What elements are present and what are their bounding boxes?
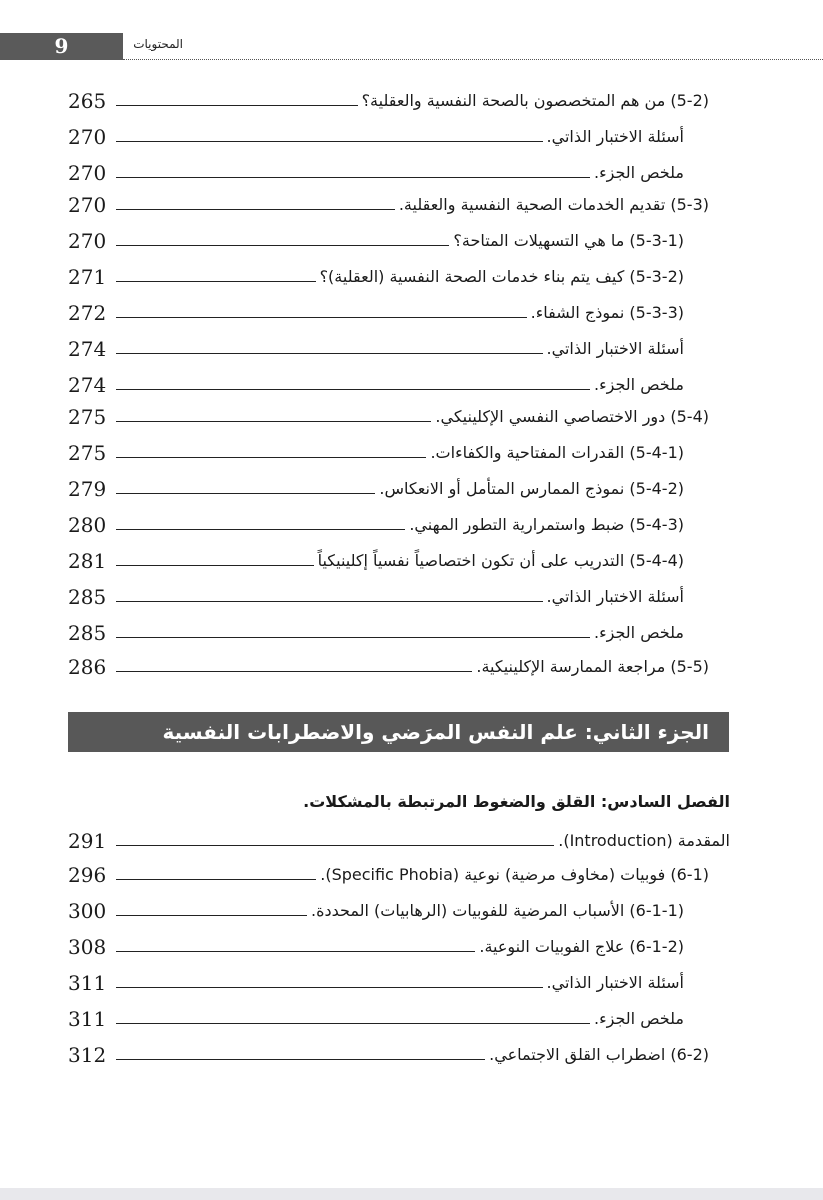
toc-leader-line: [116, 421, 431, 422]
toc-entry-text: أسئلة الاختبار الذاتي.: [546, 973, 684, 992]
toc-leader-line: [116, 209, 395, 210]
part-banner: الجزء الثاني: علم النفس المرَضي والاضطرابات النفسية: [68, 712, 729, 752]
toc-row: [0, 224, 823, 260]
toc-row: [0, 508, 823, 544]
toc-entry-text: ملخص الجزء.: [594, 1009, 684, 1028]
toc-entry-text: (6-1-1) الأسباب المرضية للفوبيات (الرهابيات) المحددة.: [311, 901, 684, 920]
section-title: المحتويات: [133, 37, 183, 51]
page-bottom-edge: [0, 1188, 823, 1200]
toc-row: [0, 650, 823, 686]
toc-entry-text: (5-4-2) نموذج الممارس المتأمل أو الانعكاس.: [379, 479, 684, 498]
toc-page-number: 279: [68, 477, 107, 501]
toc-entry-text: (5-4-1) القدرات المفتاحية والكفاءات.: [430, 443, 684, 462]
toc-leader-line: [116, 951, 475, 952]
toc-row: [0, 580, 823, 616]
toc-leader-line: [116, 457, 426, 458]
toc-entry-text: (6-2) اضطراب القلق الاجتماعي.: [489, 1045, 709, 1064]
toc-leader-line: [116, 845, 554, 846]
toc-entry-text: (5-4-4) التدريب على أن تكون اختصاصياً نفسياً إكلينيكياً: [317, 551, 684, 570]
toc-page-number: 275: [68, 405, 107, 429]
toc-leader-line: [116, 389, 590, 390]
toc-entry-text: أسئلة الاختبار الذاتي.: [546, 587, 684, 606]
toc-row: [0, 472, 823, 508]
toc-entry-text: ملخص الجزء.: [594, 163, 684, 182]
toc-leader-line: [116, 493, 375, 494]
toc-page-number: 296: [68, 863, 107, 887]
chapter-title: الفصل السادس: القلق والضغوط المرتبطة بالمشكلات.: [303, 792, 730, 811]
toc-leader-line: [116, 637, 590, 638]
toc-entry-text: (5-4-3) ضبط واستمرارية التطور المهني.: [409, 515, 684, 534]
toc-row: [0, 156, 823, 192]
toc-row: [0, 930, 823, 966]
toc-entry-text: (6-1) فوبيات (مخاوف مرضية) نوعية (Specific Phobia).: [320, 865, 709, 884]
toc-entry-text: (5-2) من هم المتخصصون بالصحة النفسية والعقلية؟: [361, 91, 709, 110]
toc-entry-text: المقدمة (Introduction).: [558, 831, 730, 850]
toc-row: [0, 544, 823, 580]
toc-entry-text: ملخص الجزء.: [594, 623, 684, 642]
page-header: [0, 33, 823, 60]
toc-row: [0, 1038, 823, 1074]
toc-entry-text: (6-1-2) علاج الفوبيات النوعية.: [479, 937, 684, 956]
toc-leader-line: [116, 245, 449, 246]
toc-leader-line: [116, 317, 527, 318]
toc-page-number: 311: [68, 971, 107, 995]
toc-entry-text: (5-4) دور الاختصاصي النفسي الإكلينيكي.: [435, 407, 709, 426]
toc-page-number: 311: [68, 1007, 107, 1031]
toc-entry-text: (5-3-1) ما هي التسهيلات المتاحة؟: [453, 231, 684, 250]
toc-page-number: 286: [68, 655, 107, 679]
toc-page-number: 312: [68, 1043, 107, 1067]
toc-page-number: 285: [68, 621, 107, 645]
toc-row: [0, 332, 823, 368]
toc-page-number: 265: [68, 89, 107, 113]
toc-leader-line: [116, 105, 358, 106]
toc-row: [0, 966, 823, 1002]
toc-row: [0, 260, 823, 296]
toc-page-number: 308: [68, 935, 107, 959]
toc-leader-line: [116, 177, 590, 178]
toc-row: [0, 436, 823, 472]
toc-row: [0, 400, 823, 436]
toc-page-number: 270: [68, 229, 107, 253]
toc-row: [0, 84, 823, 120]
toc-page-number: 272: [68, 301, 107, 325]
toc-page-number: 285: [68, 585, 107, 609]
toc-row: [0, 368, 823, 404]
toc-row: [0, 296, 823, 332]
toc-row: [0, 858, 823, 894]
toc-row: [0, 894, 823, 930]
toc-row: [0, 616, 823, 652]
toc-leader-line: [116, 879, 316, 880]
toc-row: [0, 188, 823, 224]
toc-entry-text: (5-5) مراجعة الممارسة الإكلينيكية.: [476, 657, 709, 676]
toc-page-number: 300: [68, 899, 107, 923]
toc-leader-line: [116, 1059, 485, 1060]
page-number: 9: [0, 33, 123, 60]
toc-leader-line: [116, 281, 316, 282]
toc-page-number: 270: [68, 193, 107, 217]
toc-leader-line: [116, 601, 543, 602]
toc-entry-text: (5-3) تقديم الخدمات الصحية النفسية والعقلية.: [398, 195, 709, 214]
toc-page-number: 271: [68, 265, 107, 289]
toc-leader-line: [116, 1023, 590, 1024]
toc-entry-text: أسئلة الاختبار الذاتي.: [546, 339, 684, 358]
header-dotted-rule: [123, 59, 823, 60]
toc-page-number: 275: [68, 441, 107, 465]
toc-page-number: 281: [68, 549, 107, 573]
toc-leader-line: [116, 987, 543, 988]
toc-leader-line: [116, 565, 314, 566]
toc-leader-line: [116, 353, 543, 354]
toc-leader-line: [116, 915, 307, 916]
toc-row: [0, 1002, 823, 1038]
toc-leader-line: [116, 671, 472, 672]
toc-entry-text: (5-3-3) نموذج الشفاء.: [530, 303, 684, 322]
toc-page-number: 274: [68, 373, 107, 397]
toc-entry-text: ملخص الجزء.: [594, 375, 684, 394]
toc-page-number: 270: [68, 161, 107, 185]
toc-page-number: 280: [68, 513, 107, 537]
toc-page-number: 291: [68, 829, 107, 853]
toc-row: [0, 120, 823, 156]
toc-leader-line: [116, 141, 543, 142]
toc-leader-line: [116, 529, 405, 530]
toc-entry-text: (5-3-2) كيف يتم بناء خدمات الصحة النفسية (العقلية)؟: [319, 267, 684, 286]
toc-page-number: 270: [68, 125, 107, 149]
toc-entry-text: أسئلة الاختبار الذاتي.: [546, 127, 684, 146]
toc-page-number: 274: [68, 337, 107, 361]
toc-row: [0, 824, 823, 860]
